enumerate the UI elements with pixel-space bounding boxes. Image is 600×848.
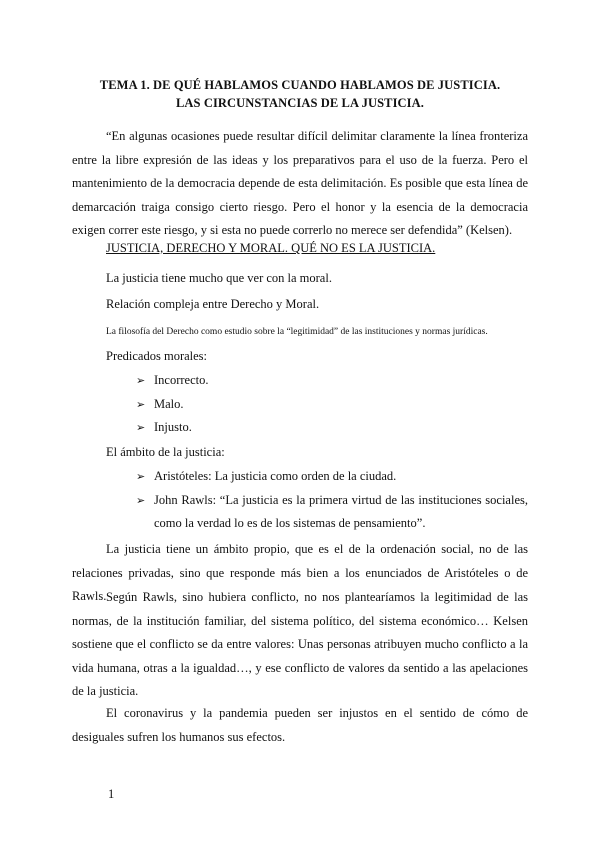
title-line-2: LAS CIRCUNSTANCIAS DE LA JUSTICIA. [175,96,425,110]
paragraph-ambito-propio: La justicia tiene un ámbito propio, que es el de la ordenación social, no de las relaciones privadas, sino que responde más bien a los enunciados de Aristóteles o de Rawls. [72,542,528,603]
statement-moral: La justicia tiene mucho que ver con la moral. [106,271,332,285]
page-number: 1 [108,787,115,801]
statement-derecho-moral: Relación compleja entre Derecho y Moral. [106,297,320,311]
title-line-1: TEMA 1. DE QUÉ HABLAMOS CUANDO HABLAMOS DE JUSTICIA. [99,78,501,92]
list-item: ➢ Aristóteles: La justicia como orden de la ciudad. [136,465,528,489]
ambito-label: El ámbito de la justicia: [106,445,225,459]
arrow-bullet-icon: ➢ [136,421,146,434]
predicados-label: Predicados morales: [106,349,208,363]
predicados-list [136,369,528,440]
arrow-bullet-icon: ➢ [136,397,146,411]
arrow-bullet-icon: ➢ [136,493,146,507]
paragraph-coronavirus: El coronavirus y la pandemia pueden ser injustos en el sentido de cómo de desiguales sufren los humanos sus efectos. [72,706,528,744]
section-heading: JUSTICIA, DERECHO Y MORAL. QUÉ NO ES LA JUSTICIA. [106,241,436,255]
paragraph-rawls-kelsen: Según Rawls, sino hubiera conflicto, no nos plantearíamos la legitimidad de las normas, de la institución familiar, del sistema político, del sistema económico… Kelsen sostiene que el conflicto se da entre valores: Unas personas atribuyen mucho conflicto a la vida humana, otras a la igualdad…, y ese conflicto de valores da sentido a las apelaciones de la justicia. [72,590,528,698]
statement-legitimidad: La filosofía del Derecho como estudio sobre la “legitimidad” de las instituciones y normas jurídicas. [106,327,488,337]
list-item: ➢ Injusto. [136,416,528,440]
arrow-bullet-icon: ➢ [136,374,146,387]
arrow-bullet-icon: ➢ [136,470,146,483]
list-item: ➢ Malo. [136,393,528,417]
list-item: ➢ Incorrecto. [136,369,528,393]
kelsen-quote: “En algunas ocasiones puede resultar difícil delimitar claramente la línea fronteriza entre la libre expresión de las ideas y los preparativos para el uso de la fuerza. Pero el mantenimiento de la democracia depende de esta delimitación. Es posible que esta línea de demarcación traiga consigo cierto riesgo. Pero el honor y la esencia de la democracia exigen correr este riesgo, y si esta no puede correrlo no merece ser defendida” (Kelsen). [72,129,528,237]
ambito-list [136,465,528,536]
list-item: ➢ John Rawls: “La justicia es la primera virtud de las instituciones sociales, como la verdad lo es de los sistemas de pensamiento”. [136,489,528,536]
